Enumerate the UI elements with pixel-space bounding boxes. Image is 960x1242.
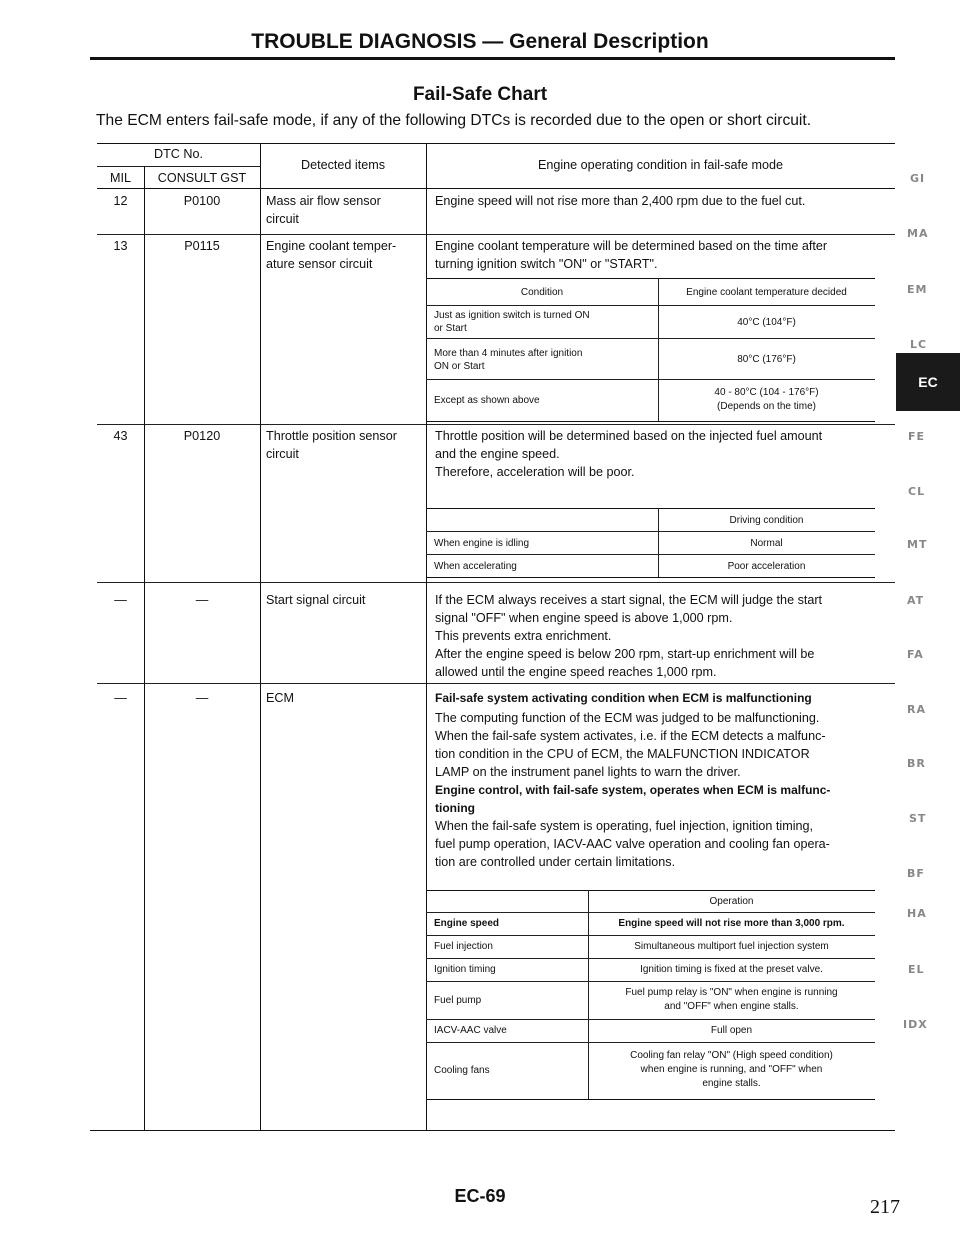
row4-condition-line: If the ECM always receives a start signal, the ECM will judge the start — [435, 593, 823, 607]
throttle-cell: Poor acceleration — [727, 561, 806, 572]
operation-cell: Simultaneous multiport fuel injection system — [634, 941, 829, 952]
coolant-cell: More than 4 minutes after ignition — [434, 348, 583, 359]
subtable-rule — [426, 1099, 875, 1100]
row-divider — [97, 424, 895, 425]
subtable-rule — [426, 935, 875, 936]
row-divider — [97, 234, 895, 235]
header-consult-gst: CONSULT GST — [157, 171, 247, 185]
row2-condition-line: turning ignition switch "ON" or "START". — [435, 257, 658, 271]
operation-cell: IACV-AAC valve — [434, 1025, 507, 1036]
section-tab-ha[interactable]: HA — [907, 907, 927, 920]
row1-consult: P0100 — [183, 194, 221, 208]
column-divider — [260, 143, 261, 1130]
row2-consult: P0115 — [184, 239, 220, 253]
ecm-line: tion condition in the CPU of ECM, the MALFUNCTION INDICATOR — [435, 747, 810, 761]
coolant-cell: 40°C (104°F) — [737, 317, 796, 328]
operation-cell: Full open — [710, 1025, 753, 1036]
subtable-rule — [426, 890, 875, 891]
header-engine-condition: Engine operating condition in fail-safe mode — [537, 158, 784, 172]
subtable-rule — [426, 981, 875, 982]
row2-item-line: ature sensor circuit — [266, 257, 373, 271]
subtable-rule — [426, 421, 875, 422]
operation-cell: engine stalls. — [702, 1078, 761, 1089]
header-detected-items: Detected items — [301, 158, 385, 172]
subtable-rule — [426, 912, 875, 913]
coolant-header-temp: Engine coolant temperature decided — [686, 287, 847, 298]
coolant-cell: 80°C (176°F) — [737, 354, 796, 365]
operation-cell: and "OFF" when engine stalls. — [664, 1001, 799, 1012]
coolant-cell: Just as ignition switch is turned ON — [434, 310, 590, 321]
ecm-heading: Fail-safe system activating condition when ECM is malfunctioning — [435, 691, 812, 705]
operation-cell: Ignition timing — [434, 964, 496, 975]
operation-cell: Cooling fan relay "ON" (High speed condition) — [630, 1050, 833, 1061]
operation-cell: Cooling fans — [434, 1065, 490, 1076]
chart-title: Fail-Safe Chart — [412, 84, 548, 105]
subtable-rule — [426, 1019, 875, 1020]
section-tab-st[interactable]: ST — [909, 812, 927, 825]
operation-cell: Fuel injection — [434, 941, 493, 952]
operation-header: Operation — [709, 896, 754, 907]
operation-cell: when engine is running, and "OFF" when — [640, 1064, 823, 1075]
section-tab-fe[interactable]: FE — [908, 430, 926, 443]
row4-condition-line: signal "OFF" when engine speed is above 1,000 rpm. — [435, 611, 733, 625]
subtable-rule — [426, 1042, 875, 1043]
section-tab-br[interactable]: BR — [907, 757, 926, 770]
subtable-rule — [426, 338, 875, 339]
row3-consult: P0120 — [183, 429, 221, 443]
coolant-cell: 40 - 80°C (104 - 176°F) — [714, 387, 819, 398]
subtable-rule — [426, 278, 875, 279]
subtable-rule — [426, 305, 875, 306]
section-tab-mt[interactable]: MT — [907, 538, 928, 551]
row3-mil: 43 — [113, 429, 128, 443]
coolant-cell: ON or Start — [434, 361, 485, 372]
row1-item-line: Mass air flow sensor — [266, 194, 381, 208]
row2-condition-line: Engine coolant temperature will be determined based on the time after — [435, 239, 828, 253]
row1-mil: 12 — [113, 194, 128, 208]
section-tab-idx[interactable]: IDX — [903, 1018, 928, 1031]
section-tab-fa[interactable]: FA — [907, 648, 924, 661]
throttle-cell: Normal — [750, 538, 783, 549]
coolant-cell: (Depends on the time) — [717, 401, 816, 412]
column-divider — [144, 166, 145, 1130]
row3-condition-line: Therefore, acceleration will be poor. — [435, 465, 635, 479]
throttle-cell: When accelerating — [434, 561, 517, 572]
row5-consult: — — [195, 691, 209, 705]
row-divider — [97, 582, 895, 583]
section-tab-ma[interactable]: MA — [907, 227, 929, 240]
header-dtc-no: DTC No. — [154, 147, 203, 161]
row3-item-line: Throttle position sensor — [266, 429, 397, 443]
table-header-rule — [97, 188, 895, 189]
intro-text: The ECM enters fail-safe mode, if any of the following DTCs is recorded due to the open or short circuit. — [96, 112, 812, 129]
ecm-line: tion are controlled under certain limitations. — [435, 855, 676, 869]
operation-cell: Engine speed will not rise more than 3,000 rpm. — [618, 918, 845, 929]
subtable-rule — [426, 531, 875, 532]
throttle-header: Driving condition — [729, 515, 804, 526]
row3-condition-line: and the engine speed. — [435, 447, 560, 461]
header-mil: MIL — [110, 171, 131, 185]
section-tab-ec-active[interactable]: EC — [896, 353, 960, 411]
page-number: 217 — [870, 1196, 900, 1218]
row4-condition-line: This prevents extra enrichment. — [435, 629, 612, 643]
subtable-rule — [426, 508, 875, 509]
subtable-rule — [426, 958, 875, 959]
row5-item-line: ECM — [266, 691, 294, 705]
row2-item-line: Engine coolant temper- — [266, 239, 397, 253]
section-tab-el[interactable]: EL — [908, 963, 925, 976]
section-tab-cl[interactable]: CL — [908, 485, 926, 498]
row5-mil: — — [114, 691, 127, 705]
row1-condition-line: Engine speed will not rise more than 2,400 rpm due to the fuel cut. — [435, 194, 806, 208]
section-tab-bf[interactable]: BF — [907, 867, 925, 880]
throttle-cell: When engine is idling — [434, 538, 530, 549]
row4-condition-line: allowed until the engine speed reaches 1,000 rpm. — [435, 665, 717, 679]
ecm-line: fuel pump operation, IACV-AAC valve operation and cooling fan opera- — [435, 837, 830, 851]
section-tab-at[interactable]: AT — [907, 594, 925, 607]
subtable-rule — [426, 577, 875, 578]
coolant-cell: Except as shown above — [434, 395, 540, 406]
ecm-line: LAMP on the instrument panel lights to warn the driver. — [435, 765, 741, 779]
ecm-line: When the fail-safe system activates, i.e. if the ECM detects a malfunc- — [435, 729, 826, 743]
row4-consult: — — [195, 593, 209, 607]
row4-mil: — — [114, 593, 127, 607]
ecm-line: The computing function of the ECM was judged to be malfunctioning. — [435, 711, 820, 725]
table-top-rule — [97, 143, 895, 144]
section-tab-gi[interactable]: GI — [910, 172, 926, 185]
header-rule — [90, 57, 895, 60]
table-bottom-rule — [90, 1130, 895, 1131]
operation-cell: Ignition timing is fixed at the preset valve. — [640, 964, 823, 975]
ecm-subheading: Engine control, with fail-safe system, operates when ECM is malfunc- — [435, 783, 831, 797]
row-divider — [97, 683, 895, 684]
row3-item-line: circuit — [266, 447, 299, 461]
operation-cell: Fuel pump — [434, 995, 482, 1006]
operation-cell: Engine speed — [434, 918, 500, 929]
operation-cell: Fuel pump relay is "ON" when engine is running — [625, 987, 838, 998]
ecm-subheading: tioning — [435, 801, 475, 815]
ecm-line: When the fail-safe system is operating, fuel injection, ignition timing, — [435, 819, 813, 833]
section-tab-ra[interactable]: RA — [907, 703, 926, 716]
coolant-cell: or Start — [434, 323, 467, 334]
subtable-rule — [426, 554, 875, 555]
section-tab-em[interactable]: EM — [907, 283, 928, 296]
subtable-rule — [426, 379, 875, 380]
row4-condition-line: After the engine speed is below 200 rpm, start-up enrichment will be — [435, 647, 815, 661]
page-code: EC-69 — [454, 1186, 506, 1206]
row1-item-line: circuit — [266, 212, 299, 226]
dtc-header-divider — [97, 166, 260, 167]
row2-mil: 13 — [113, 239, 128, 253]
page-header-title: TROUBLE DIAGNOSIS — General Description — [251, 30, 709, 53]
row4-item-line: Start signal circuit — [266, 593, 366, 607]
section-tab-lc[interactable]: LC — [910, 338, 928, 351]
coolant-header-condition: Condition — [520, 287, 564, 298]
row3-condition-line: Throttle position will be determined based on the injected fuel amount — [435, 429, 823, 443]
